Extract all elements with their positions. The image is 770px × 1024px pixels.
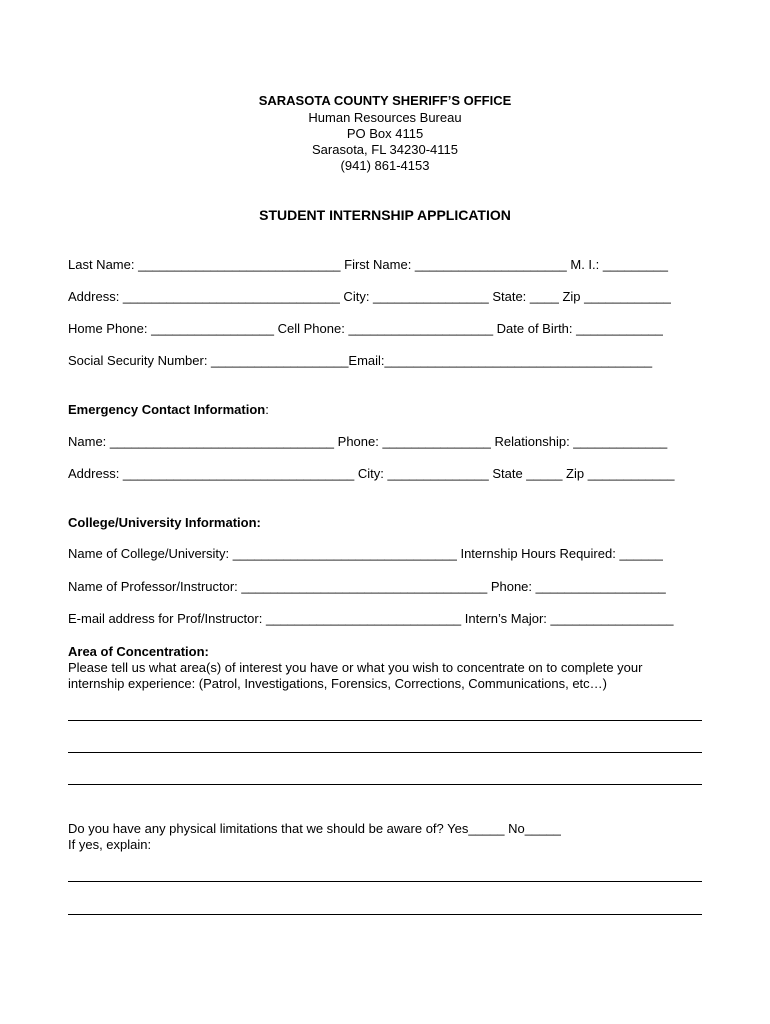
concentration-answer-line[interactable]	[68, 784, 702, 785]
city-state-zip: Sarasota, FL 34230-4115	[312, 142, 458, 157]
prof-email-major-row[interactable]: E-mail address for Prof/Instructor: ___________________________ Intern’s Major: _________________	[68, 611, 674, 626]
professor-row[interactable]: Name of Professor/Instructor: __________________________________ Phone: __________________	[68, 579, 666, 594]
limitations-question[interactable]: Do you have any physical limitations that we should be aware of? Yes_____ No_____	[68, 821, 561, 836]
office-phone: (941) 861-4153	[340, 158, 430, 173]
ssn-email-row[interactable]: Social Security Number: ___________________Email:_____________________________________	[68, 353, 653, 368]
concentration-heading: Area of Concentration:	[68, 644, 209, 659]
emergency-heading-colon: :	[265, 402, 269, 417]
emergency-name-row[interactable]: Name: _______________________________ Phone: _______________ Relationship: _____________	[68, 434, 668, 449]
college-heading: College/University Information:	[68, 515, 261, 530]
org-name: SARASOTA COUNTY SHERIFF’S OFFICE	[258, 93, 512, 108]
phone-dob-row[interactable]: Home Phone: _________________ Cell Phone: ____________________ Date of Birth: ____________	[68, 321, 663, 336]
address-row[interactable]: Address: ______________________________ City: ________________ State: ____ Zip ____________	[68, 289, 671, 304]
limitations-answer-line[interactable]	[68, 914, 702, 915]
emergency-address-row[interactable]: Address: ________________________________ City: ______________ State _____ Zip ____________	[68, 466, 675, 481]
bureau-name: Human Resources Bureau	[308, 110, 462, 125]
college-name-row[interactable]: Name of College/University: _______________________________ Internship Hours Required: ______	[68, 546, 663, 561]
emergency-contact-heading	[68, 402, 708, 418]
limitations-answer-line[interactable]	[68, 881, 702, 882]
concentration-answer-line[interactable]	[68, 752, 702, 753]
name-row[interactable]: Last Name: ____________________________ First Name: _____________________ M. I.: _________	[68, 257, 668, 272]
limitations-explain-label: If yes, explain:	[68, 837, 152, 852]
form-title: STUDENT INTERNSHIP APPLICATION	[259, 207, 511, 223]
emergency-heading-label: Emergency Contact Information	[68, 402, 266, 417]
concentration-prompt-line1: Please tell us what area(s) of interest you have or what you wish to concentrate on to complete your	[68, 660, 643, 675]
concentration-prompt-line2: internship experience: (Patrol, Investigations, Forensics, Corrections, Communications, etc…)	[68, 676, 607, 691]
po-box: PO Box 4115	[346, 126, 424, 141]
concentration-answer-line[interactable]	[68, 720, 702, 721]
